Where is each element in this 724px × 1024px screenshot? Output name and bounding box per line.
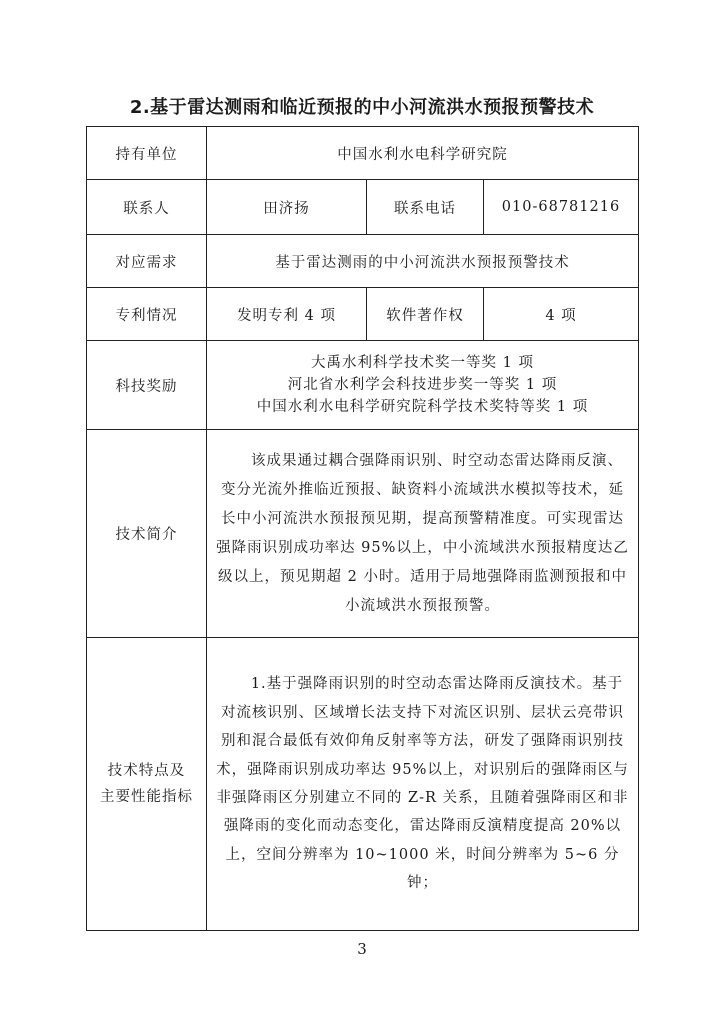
patent-label: 专利情况 <box>87 288 207 341</box>
holder-value: 中国水利水电科学研究院 <box>207 127 639 180</box>
award-item: 中国水利水电科学研究院科学技术奖特等奖 1 项 <box>256 399 589 415</box>
demand-value: 基于雷达测雨的中小河流洪水预报预警技术 <box>207 235 639 288</box>
award-item: 大禹水利科学技术奖一等奖 1 项 <box>311 355 534 371</box>
info-table <box>86 126 639 931</box>
document-title: 2.基于雷达测雨和临近预报的中小河流洪水预报预警技术 <box>129 97 595 118</box>
row-features <box>87 638 639 931</box>
software-label: 软件著作权 <box>367 288 484 341</box>
contact-label: 联系人 <box>87 180 207 235</box>
features-label-line1: 技术特点及 <box>107 763 186 779</box>
features-label-line2: 主要性能指标 <box>100 789 193 805</box>
phone-label: 联系电话 <box>367 180 484 235</box>
awards-list <box>207 341 639 430</box>
features-label <box>87 638 207 931</box>
row-contact <box>87 180 639 235</box>
row-awards <box>87 341 639 430</box>
row-patent <box>87 288 639 341</box>
row-holder <box>87 127 639 180</box>
contact-value: 田济扬 <box>207 180 367 235</box>
awards-label: 科技奖励 <box>87 341 207 430</box>
phone-value: 010-68781216 <box>484 180 639 235</box>
page-number: 3 <box>357 940 367 958</box>
row-intro <box>87 430 639 638</box>
row-demand <box>87 235 639 288</box>
award-item: 河北省水利学会科技进步奖一等奖 1 项 <box>287 377 558 393</box>
holder-label: 持有单位 <box>87 127 207 180</box>
patent-value: 发明专利 4 项 <box>207 288 367 341</box>
software-value: 4 项 <box>484 288 639 341</box>
intro-label: 技术简介 <box>87 430 207 638</box>
intro-text: 该成果通过耦合强降雨识别、时空动态雷达降雨反演、变分光流外推临近预报、缺资料小流域洪水模拟等技术，延长中小河流洪水预报预见期，提高预警精准度。可实现雷达强降雨识别成功率达 95%以上，中小流域洪水预报精度达乙级以上，预见期超 2 小时。适用于局地强降雨监测预报和中小流域洪水预报预警。 <box>207 430 639 638</box>
features-text: 1.基于强降雨识别的时空动态雷达降雨反演技术。基于对流核识别、区域增长法支持下对流区识别、层状云亮带识别和混合最低有效仰角反射率等方法，研发了强降雨识别技术，强降雨识别成功率达 95%以上，对识别后的强降雨区与非强降雨区分别建立不同的 Z-R 关系，且随着强降雨区和非强降雨的变化而动态变化，雷达降雨反演精度提高 20%以上，空间分辨率为 10~1000 米，时间分辨率为 5~6 分钟； <box>207 638 639 931</box>
demand-label: 对应需求 <box>87 235 207 288</box>
